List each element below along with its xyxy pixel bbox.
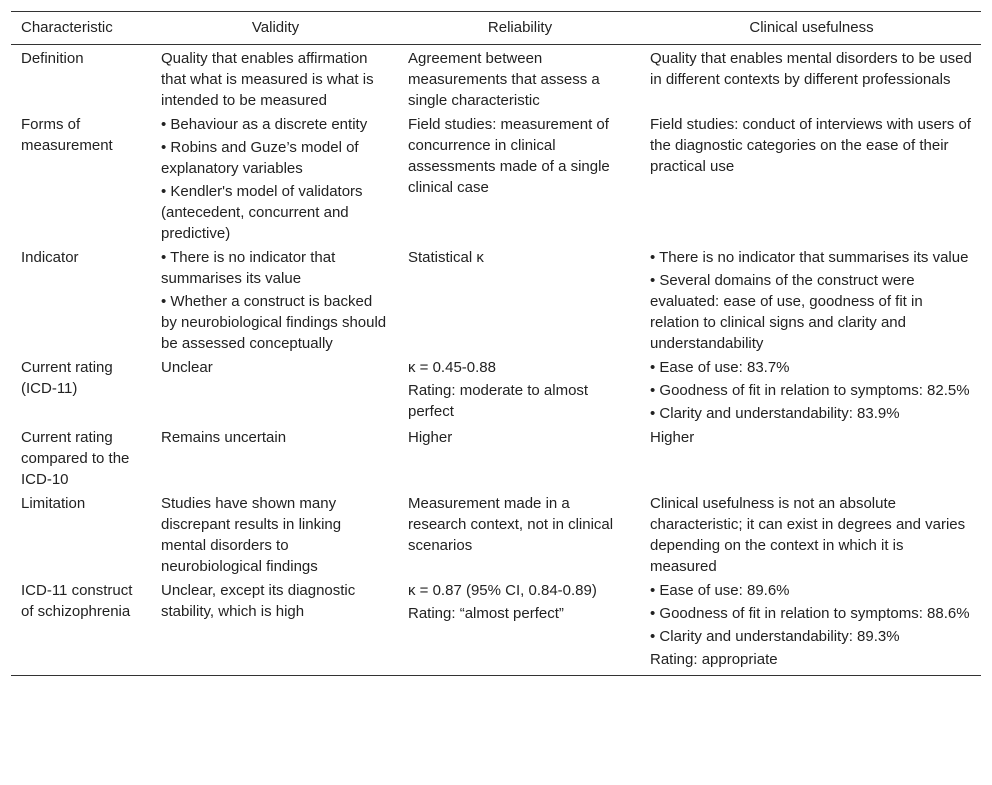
- cell-line: • Robins and Guze’s model of explanatory variables: [161, 139, 359, 177]
- cell-line: • Clarity and understandability: 89.3%: [650, 628, 900, 645]
- cell-line: Agreement between measurements that assess a single characteristic: [408, 50, 600, 109]
- table-row: [11, 355, 981, 425]
- cell-line: Clinical usefulness is not an absolute characteristic; it can exist in degrees and varies depending on the context in which it is measured: [650, 495, 966, 575]
- cell-line: Field studies: conduct of interviews with users of the diagnostic categories on the ease of their practical use: [650, 116, 971, 175]
- cell-reliability: [398, 112, 640, 245]
- cell-line: κ = 0.87 (95% CI, 0.84-0.89): [408, 582, 597, 599]
- table-row: [11, 578, 981, 676]
- cell-line: • Ease of use: 89.6%: [650, 582, 790, 599]
- cell-characteristic: Current rating compared to the ICD-10: [21, 429, 130, 488]
- cell-validity: [151, 355, 398, 425]
- cell-line: • There is no indicator that summarises its value: [161, 249, 336, 287]
- cell-line: Higher: [408, 429, 453, 446]
- cell-characteristic: Forms of measurement: [21, 116, 113, 154]
- cell-line: Quality that enables affirmation that what is measured is what is intended to be measured: [161, 50, 374, 109]
- header-characteristic: Characteristic: [11, 12, 151, 45]
- cell-reliability: [398, 491, 640, 578]
- cell-line: • Goodness of fit in relation to symptoms: 88.6%: [650, 605, 970, 622]
- header-validity: Validity: [151, 12, 398, 45]
- cell-clinical-usefulness: [640, 425, 981, 491]
- cell-validity: [151, 491, 398, 578]
- table-row: [11, 45, 981, 113]
- cell-line: • Several domains of the construct were evaluated: ease of use, goodness of fit in relation to clinical signs and clarity and understandability: [650, 272, 923, 352]
- table-row: [11, 112, 981, 245]
- cell-clinical-usefulness: [640, 112, 981, 245]
- cell-clinical-usefulness: [640, 355, 981, 425]
- header-clinical-usefulness: Clinical usefulness: [640, 12, 981, 45]
- cell-line: • Ease of use: 83.7%: [650, 359, 790, 376]
- cell-line: Statistical κ: [408, 249, 484, 266]
- cell-line: Studies have shown many discrepant results in linking mental disorders to neurobiological findings: [161, 495, 342, 575]
- cell-line: Measurement made in a research context, not in clinical scenarios: [408, 495, 614, 554]
- cell-line: • Whether a construct is backed by neurobiological findings should be assessed conceptually: [161, 293, 387, 352]
- cell-characteristic: Definition: [21, 50, 84, 67]
- cell-reliability: [398, 578, 640, 676]
- cell-line: Rating: appropriate: [650, 651, 778, 668]
- cell-reliability: [398, 355, 640, 425]
- cell-clinical-usefulness: [640, 245, 981, 355]
- cell-characteristic: Indicator: [21, 249, 79, 266]
- cell-line: Rating: “almost perfect”: [408, 605, 564, 622]
- cell-validity: [151, 425, 398, 491]
- cell-line: • Kendler's model of validators (antecedent, concurrent and predictive): [161, 183, 363, 242]
- cell-reliability: [398, 245, 640, 355]
- cell-line: Remains uncertain: [161, 429, 287, 446]
- cell-characteristic: Limitation: [21, 495, 86, 512]
- cell-line: • Clarity and understandability: 83.9%: [650, 405, 900, 422]
- comparison-table: [11, 11, 981, 676]
- table-row: [11, 245, 981, 355]
- table-row: [11, 425, 981, 491]
- cell-clinical-usefulness: [640, 578, 981, 676]
- cell-characteristic: ICD-11 construct of schizophrenia: [11, 578, 151, 676]
- cell-reliability: [398, 425, 640, 491]
- cell-clinical-usefulness: [640, 491, 981, 578]
- cell-reliability: [398, 45, 640, 113]
- cell-line: • There is no indicator that summarises its value: [650, 249, 969, 266]
- cell-validity: [151, 578, 398, 676]
- table-body: [11, 45, 981, 676]
- cell-characteristic: Current rating (ICD-11): [21, 359, 113, 397]
- cell-validity: [151, 245, 398, 355]
- cell-line: • Behaviour as a discrete entity: [161, 116, 368, 133]
- table-row: [11, 491, 981, 578]
- header-row: [11, 12, 981, 45]
- cell-line: Higher: [650, 429, 695, 446]
- cell-line: Unclear, except its diagnostic stability, which is high: [161, 582, 356, 620]
- header-reliability: Reliability: [398, 12, 640, 45]
- cell-line: • Goodness of fit in relation to symptoms: 82.5%: [650, 382, 970, 399]
- cell-line: κ = 0.45-0.88: [408, 359, 496, 376]
- cell-validity: [151, 45, 398, 113]
- cell-line: Rating: moderate to almost perfect: [408, 382, 589, 420]
- cell-line: Quality that enables mental disorders to be used in different contexts by different professionals: [650, 50, 972, 88]
- cell-line: Field studies: measurement of concurrence in clinical assessments made of a single clinical case: [408, 116, 610, 196]
- cell-line: Unclear: [161, 359, 213, 376]
- cell-clinical-usefulness: [640, 45, 981, 113]
- table-header: [11, 12, 981, 45]
- cell-validity: [151, 112, 398, 245]
